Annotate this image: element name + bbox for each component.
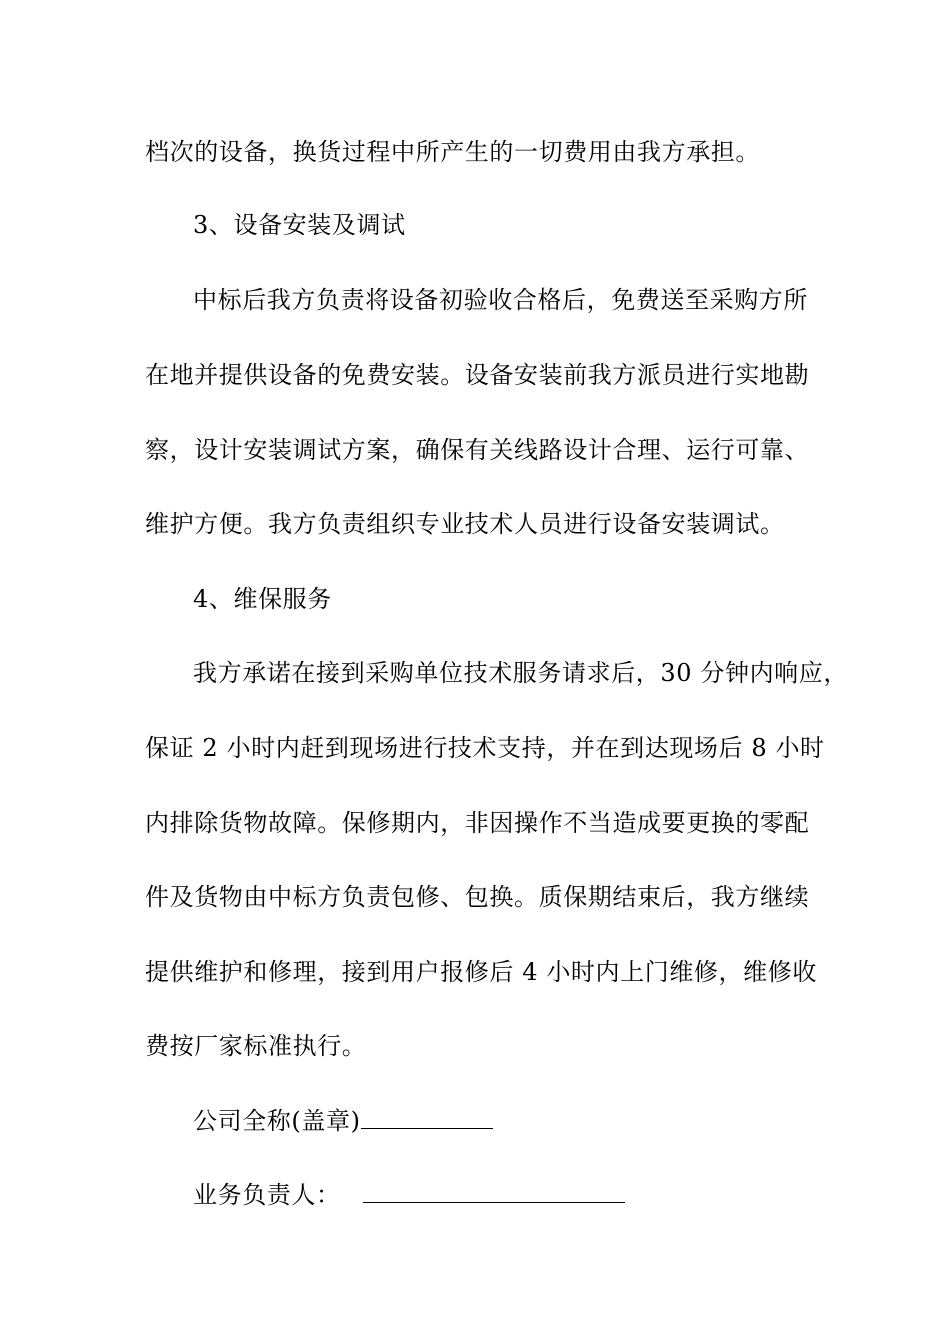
company-name-blank (361, 1106, 493, 1129)
paragraph-line: 档次的设备，换货过程中所产生的一切费用由我方承担。 (145, 138, 760, 166)
paragraph-line: 我方承诺在接到采购单位技术服务请求后，30 分钟内响应， (193, 659, 848, 687)
paragraph-line: 在地并提供设备的免费安装。设备安装前我方派员进行实地勘 (145, 361, 810, 389)
paragraph-line: 提供维护和修理，接到用户报修后 4 小时内上门维修，维修收 (145, 958, 817, 986)
paragraph-line: 内排除货物故障。保修期内，非因操作不当造成要更换的零配 (145, 809, 810, 837)
company-name-field (193, 1105, 493, 1137)
manager-field (193, 1179, 625, 1211)
manager-label: 业务负责人： (193, 1181, 341, 1209)
section-heading-maintenance: 4、维保服务 (193, 585, 332, 613)
section-heading-installation: 3、设备安装及调试 (193, 211, 406, 239)
paragraph-line: 费按厂家标准执行。 (145, 1032, 367, 1060)
manager-blank (363, 1180, 625, 1203)
paragraph-line: 维护方便。我方负责组织专业技术人员进行设备安装调试。 (145, 510, 785, 538)
paragraph-line: 件及货物由中标方负责包修、包换。质保期结束后，我方继续 (145, 883, 810, 911)
company-name-label: 公司全称(盖章) (193, 1107, 361, 1135)
paragraph-line: 保证 2 小时内赶到现场进行技术支持，并在到达现场后 8 小时 (145, 734, 825, 762)
paragraph-line: 察，设计安装调试方案，确保有关线路设计合理、运行可靠、 (145, 436, 810, 464)
paragraph-line: 中标后我方负责将设备初验收合格后，免费送至采购方所 (193, 286, 808, 314)
